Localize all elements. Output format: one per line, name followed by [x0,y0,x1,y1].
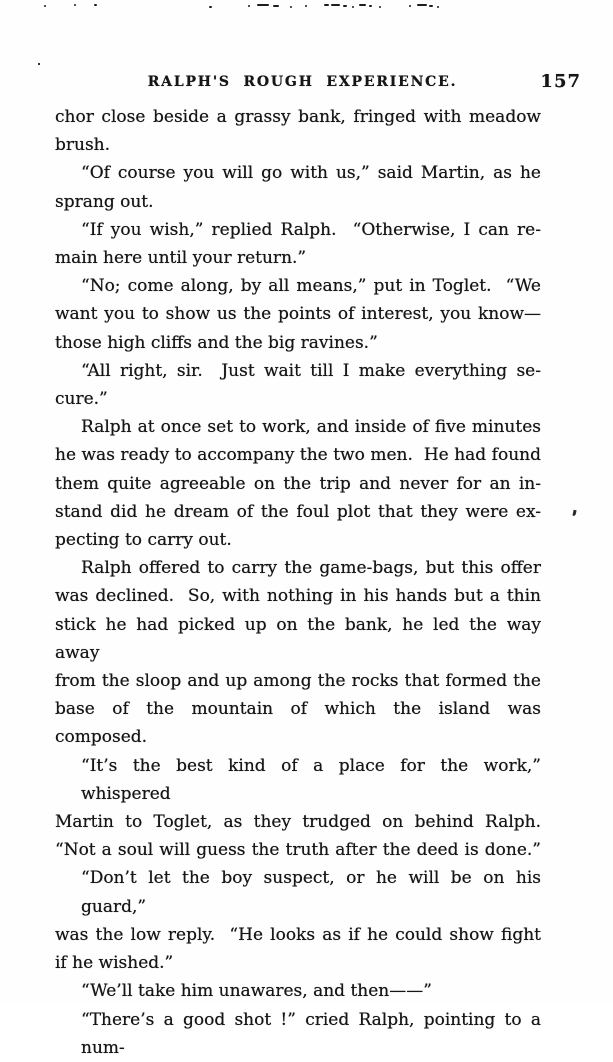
scan-speck [248,5,250,7]
text-line: “We’ll take him unawares, and then——” [81,981,432,1002]
scan-dash [273,5,279,7]
text-line: “Of course you will go with us,” said Martin, as he [81,163,541,184]
text-line: them quite agreeable on the trip and never for an in- [55,473,541,494]
page-header [0,71,613,96]
text-line: was declined. So, with nothing in his hands but a thin [55,586,541,607]
text-line: he was ready to accompany the two men. He had found [55,445,541,466]
scan-speck [352,6,354,8]
scan-speck [379,6,381,8]
scan-dash [359,4,366,6]
text-line: Ralph offered to carry the game-bags, but this offer [81,558,541,579]
text-line: stand did he dream of the foul plot that they were ex- [55,501,541,522]
text-line: pecting to carry out. [55,530,232,551]
text-line: if he wished.” [55,953,174,974]
scan-dash [343,5,347,7]
text-line: main here until your return.” [55,248,307,269]
scan-speck [44,5,46,7]
scan-dash [331,4,340,6]
scan-dash [324,4,329,6]
scan-speck [409,5,411,7]
text-line: chor close beside a grassy bank, fringed with meadow [55,107,541,127]
scan-speck [369,5,372,7]
scan-speck [209,6,212,8]
text-line: was the low reply. “He looks as if he could show fight [55,924,541,945]
text-line: Martin to Toglet, as they trudged on behind Ralph. [55,812,541,833]
text-line: “It’s the best kind of a place for the work,” whispered [81,755,541,804]
text-line: Ralph at once set to work, and inside of five minutes [81,417,541,438]
scan-artifact [572,510,576,516]
scan-speck [290,6,292,8]
scan-speck [74,4,76,6]
text-line: from the sloop and up among the rocks that formed the [55,671,541,692]
scan-dash [257,4,269,6]
text-line: brush. [55,135,111,156]
text-line: “Not a soul will guess the truth after the deed is done.” [55,840,541,861]
scan-speck [94,4,97,6]
page-number: 157 [540,71,581,92]
text-line: “If you wish,” replied Ralph. “Otherwise, I can re- [81,219,541,240]
text-line: “There’s a good shot !” cried Ralph, pointing to a num- [81,1009,541,1058]
text-line: sprang out. [55,191,154,212]
scan-dash [429,5,433,7]
page-text [55,103,541,1062]
text-line: cure.” [55,389,108,410]
text-line: stick he had picked up on the bank, he led the way away [55,614,541,663]
text-line: base of the mountain of which the island was composed. [55,699,541,748]
scan-speck [437,6,439,8]
running-title: RALPH'S ROUGH EXPERIENCE. [147,74,458,90]
scan-dash [417,4,427,6]
text-line: “All right, sir. Just wait till I make everything se- [81,360,541,381]
scan-speck [305,5,307,7]
scan-speck [38,63,40,65]
text-line: “Don’t let the boy suspect, or he will be on his guard,” [81,868,541,917]
text-line: those high cliffs and the big ravines.” [55,332,378,353]
text-line: want you to show us the points of interest, you know— [55,304,541,325]
text-line: “No; come along, by all means,” put in Toglet. “We [81,276,541,297]
